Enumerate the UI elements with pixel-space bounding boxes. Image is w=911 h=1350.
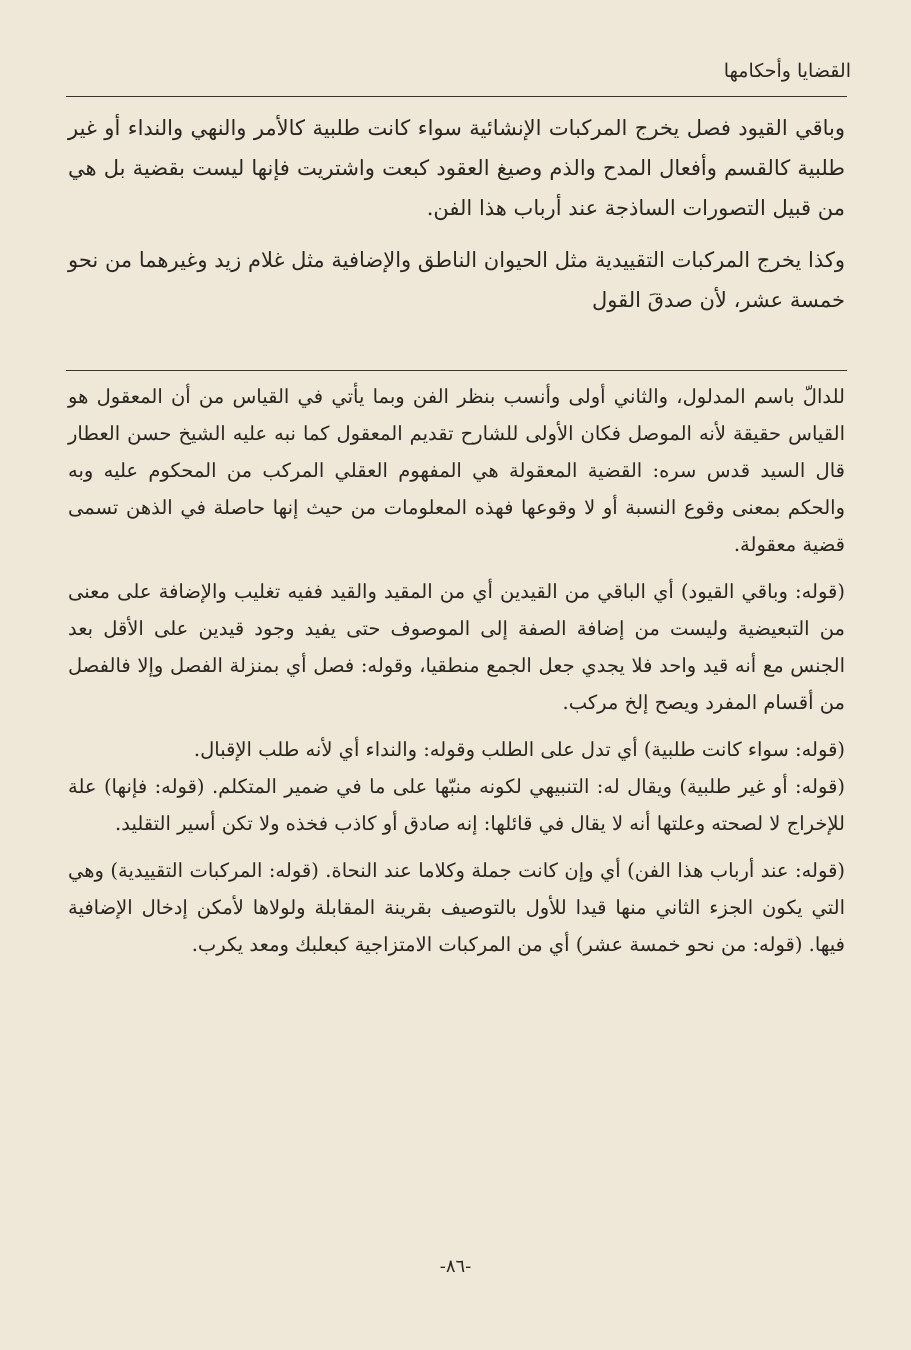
note-paragraph-3: (قوله: سواء كانت طلبية) أي تدل على الطلب وقوله: والنداء أي لأنه طلب الإقبال.: [193, 738, 845, 761]
running-header: القضايا وأحكامها: [723, 60, 851, 82]
main-paragraph-1: وباقي القيود فصل يخرج المركبات الإنشائية سواء كانت طلبية كالأمر والنهي والنداء أو غير طلبية كالقسم وأفعال المدح والذم وصيغ العقود كبعت واشتريت فإنها ليست بقضية بل هي من قبيل التصورات الساذجة عند أرباب هذا الفن.: [68, 116, 845, 220]
commentary-notes: [68, 378, 845, 963]
note-paragraph-1: للدالّ باسم المدلول، والثاني أولى وأنسب بنظر الفن وبما يأتي في القياس من أن المعقول هو القياس حقيقة لأنه الموصل فكان الأولى للشارح تقديم المعقول كما نبه عليه الشيخ حسن العطار قال السيد قدس سره: القضية المعقولة هي المفهوم العقلي المركب من المحكوم عليه وبه والحكم بمعنى وقوع النسبة أو لا وقوعها فهذه المعلومات من حيث إنها حاصلة في الذهن تسمى قضية معقولة.: [68, 385, 845, 556]
footnote-divider: [66, 370, 847, 371]
main-paragraph-2: وكذا يخرج المركبات التقييدية مثل الحيوان الناطق والإضافية مثل غلام زيد وغيرهما من نحو خمسة عشر، لأن صدقَ القول: [68, 248, 845, 312]
header-divider: [66, 96, 847, 97]
note-paragraph-2: (قوله: وباقي القيود) أي الباقي من القيدين أي من المقيد والقيد ففيه تغليب والإضافة على معنى من التبعيضية وليست من إضافة الصفة إلى الموصوف حتى يفيد وجود قيدين على الأقل بعد الجنس مع أنه قيد واحد فلا يجدي جعل الجمع منطقيا، وقوله: فصل أي بمنزلة الفصل وإلا فالفصل من أقسام المفرد ويصح إلخ مركب.: [68, 580, 845, 714]
note-paragraph-5: (قوله: عند أرباب هذا الفن) أي وإن كانت جملة وكلاما عند النحاة. (قوله: المركبات التقييدية) وهي التي يكون الجزء الثاني منها قيدا للأول بالتوصيف بقرينة المقابلة ولولاها لأمكن إدخال الإضافية فيها. (قوله: من نحو خمسة عشر) أي من المركبات الامتزاجية كبعلبك ومعد يكرب.: [68, 859, 845, 956]
page-number: -٨٦-: [439, 1256, 472, 1277]
note-paragraph-4: (قوله: أو غير طلبية) ويقال له: التنبيهي لكونه منبّها على ما في ضمير المتكلم. (قوله: فإنها) علة للإخراج لا لصحته وعلتها أنه لا يقال في قائلها: إنه صادق أو كاذب فخذه ولا تكن أسير التقليد.: [68, 775, 845, 835]
main-text: [68, 108, 845, 320]
